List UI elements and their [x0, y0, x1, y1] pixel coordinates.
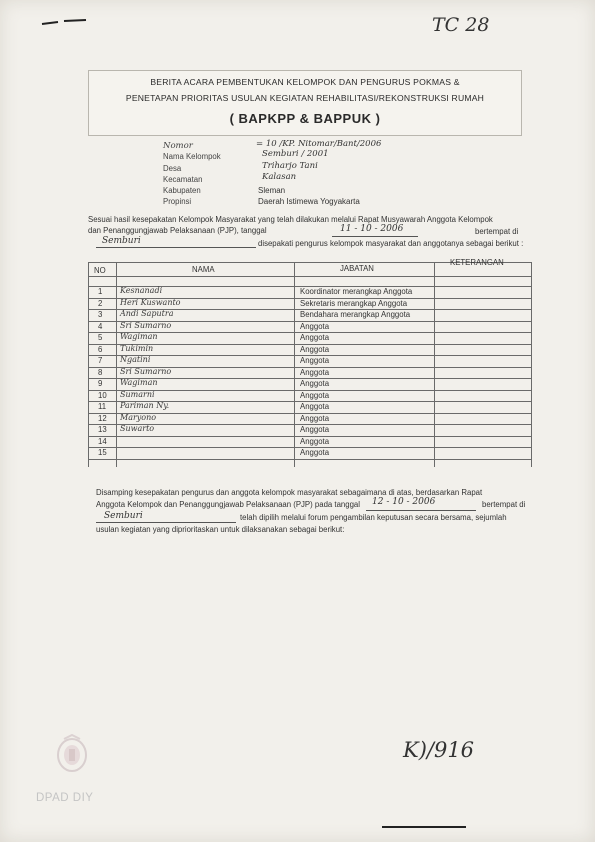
- member-position: Anggota: [300, 321, 330, 331]
- row-number: 6: [98, 344, 103, 354]
- para2-date-underline: [366, 510, 476, 511]
- para2-place: Semburi: [104, 511, 143, 521]
- para2-line2-start: Anggota Kelompok dan Penanggungjawab Pelaksanaan (PJP) pada tanggal: [96, 500, 360, 509]
- corner-pen-stroke: [40, 18, 88, 26]
- para1-line2-start: dan Penanggungjawab Pelaksanaan (PJP), tanggal: [88, 226, 267, 235]
- member-position: Anggota: [300, 333, 330, 342]
- member-name: Ngatini: [120, 355, 151, 364]
- member-position: Anggota: [300, 448, 330, 457]
- member-name: Pariman Ny.: [120, 401, 170, 410]
- para1-line3: disepakati pengurus kelompok masyarakat dan anggotanya sebagai berikut :: [258, 239, 524, 248]
- header-bottom-border: [88, 276, 532, 277]
- row-number: 3: [98, 310, 103, 319]
- header-nama: NAMA: [192, 265, 215, 274]
- row-number: 1: [98, 287, 103, 296]
- kecamatan-label: Kecamatan: [163, 175, 203, 184]
- kelompok-label: Nama Kelompok: [163, 152, 221, 161]
- member-name: Sumarni: [120, 389, 155, 399]
- desa-label: Desa: [163, 164, 182, 173]
- row-number: 8: [98, 367, 103, 377]
- member-position: Anggota: [300, 402, 330, 411]
- member-name: Sri Sumarno: [120, 320, 172, 330]
- member-name: Sri Sumarno: [120, 366, 172, 376]
- para2-line1: Disamping kesepakatan pengurus dan anggota kelompok masyarakat sebagaimana di atas, berdasarkan Rapat: [96, 488, 483, 497]
- member-position: Sekretaris merangkap Anggota: [300, 298, 408, 308]
- member-position: Anggota: [300, 425, 330, 434]
- member-position: Anggota: [300, 356, 330, 365]
- row-number: 7: [98, 356, 103, 365]
- para1-date-underline: [332, 236, 418, 237]
- propinsi-value: Daerah Istimewa Yogyakarta: [258, 197, 360, 206]
- member-position: Anggota: [300, 379, 330, 388]
- member-table: [88, 258, 532, 467]
- handwritten-archive-code: K)/916: [403, 738, 475, 762]
- file-code: TC 28: [432, 14, 490, 36]
- table-bottom-border: [88, 459, 532, 460]
- kabupaten-value: Sleman: [258, 186, 286, 195]
- header-jabatan: JABATAN: [340, 264, 374, 273]
- title-acronym: ( BAPKPP & BAPPUK ): [229, 111, 381, 126]
- government-seal-emblem: [52, 733, 92, 775]
- para2-line4: usulan kegiatan yang diprioritaskan untuk dilaksanakan sebagai berikut:: [96, 525, 345, 534]
- para1-place-underline: [96, 247, 256, 248]
- kabupaten-label: Kabupaten: [163, 186, 201, 195]
- member-position: Anggota: [300, 413, 330, 423]
- member-name: Tukimin: [120, 343, 154, 353]
- row-number: 9: [98, 379, 103, 388]
- para2-line3: telah dipilih melalui forum pengambilan keputusan secara bersama, sejumlah: [240, 513, 507, 522]
- row-number: 4: [98, 321, 103, 331]
- header-keterangan: KETERANGAN: [450, 258, 504, 267]
- para1-line1: Sesuai hasil kesepakatan Kelompok Masyarakat yang telah dilakukan melalui Rapat Musyawarah Anggota Kelompok: [88, 215, 493, 224]
- row-number: 12: [98, 413, 107, 423]
- member-position: Anggota: [300, 344, 330, 354]
- para1-line2: [88, 226, 267, 235]
- title-line-2: PENETAPAN PRIORITAS USULAN KEGIATAN REHABILITASI/REKONSTRUKSI RUMAH: [125, 93, 485, 103]
- member-name: Kesnanadi: [120, 286, 163, 295]
- row-number: 13: [98, 425, 107, 434]
- member-position: Bendahara merangkap Anggota: [300, 310, 411, 319]
- bottom-rule: [382, 826, 466, 828]
- row-number: 10: [98, 390, 107, 400]
- nomor-value: = 10 /KP. Nitomar/Bant/2006: [256, 139, 382, 149]
- desa-value: Triharjo Tani: [262, 161, 318, 171]
- row-number: 2: [98, 298, 103, 308]
- title-line-1: BERITA ACARA PEMBENTUKAN KELOMPOK DAN PENGURUS POKMAS &: [150, 77, 460, 87]
- para2-place-underline: [96, 522, 236, 523]
- member-name: Wagiman: [120, 378, 158, 387]
- member-name: Heri Kuswanto: [120, 297, 181, 307]
- member-position: Koordinator merangkap Anggota: [300, 287, 413, 296]
- title-box: [88, 70, 522, 136]
- member-name: Maryono: [120, 412, 157, 422]
- member-name: Andi Saputra: [120, 309, 174, 318]
- row-number: 11: [98, 402, 107, 411]
- propinsi-label: Propinsi: [163, 197, 192, 206]
- member-name: Suwarto: [120, 424, 155, 433]
- para1-line2-end: bertempat di: [475, 227, 519, 236]
- para1-place: Semburi: [102, 236, 141, 246]
- row-number: 15: [98, 448, 107, 457]
- para1-date: 11 - 10 - 2006: [340, 224, 404, 234]
- para2-line2-end: bertempat di: [482, 500, 526, 509]
- header-no: NO: [94, 266, 106, 275]
- para2-date: 12 - 10 - 2006: [372, 497, 436, 507]
- member-name: Wagiman: [120, 332, 158, 341]
- nomor-label: Nomor: [163, 141, 193, 151]
- row-number: 14: [98, 436, 107, 446]
- watermark-text: DPAD DIY: [36, 792, 94, 804]
- member-position: Anggota: [300, 367, 330, 377]
- member-position: Anggota: [300, 436, 330, 446]
- member-position: Anggota: [300, 390, 330, 400]
- kecamatan-value: Kalasan: [262, 172, 297, 182]
- kelompok-value: Semburi / 2001: [262, 149, 329, 159]
- row-number: 5: [98, 333, 103, 342]
